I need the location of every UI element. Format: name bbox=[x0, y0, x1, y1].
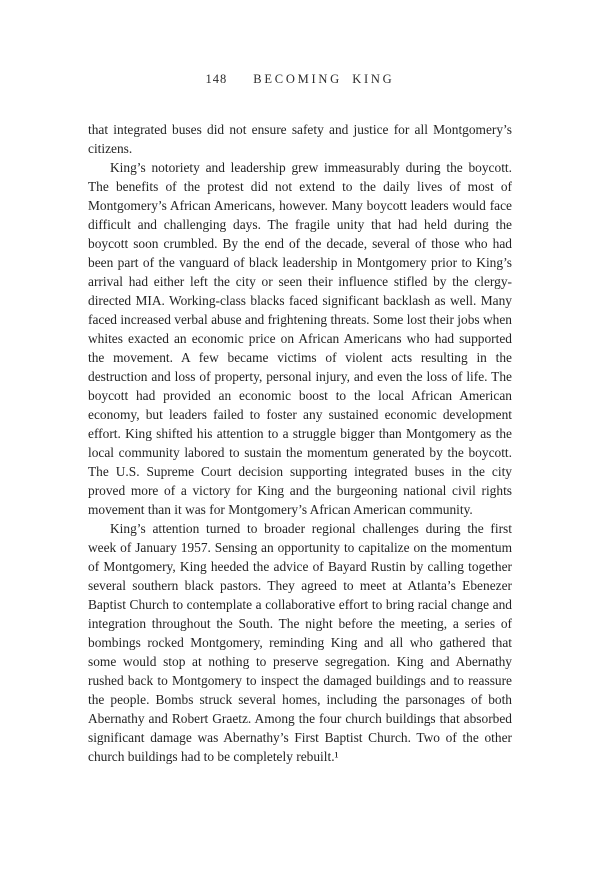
paragraph-boycott-aftermath: King’s notoriety and leadership grew immeasurably during the boycott. The benefits of the protest did not extend to the daily lives of most of Montgomery’s African Americans, however. Many boycott leaders would face difficult and challenging days. The fragile unity that had held during the boycott soon crumbled. By the end of the decade, several of those who had been part of the vanguard of black leadership in Montgomery prior to King’s arrival had either left the city or seen their influence stifled by the clergy-directed MIA. Working-class blacks faced significant backlash as well. Many faced increased verbal abuse and frightening threats. Some lost their jobs when whites exacted an economic price on African Americans who had supported the movement. A few became victims of violent acts resulting in the destruction and loss of property, personal injury, and even the loss of life. The boycott had provided an economic boost to the local African American economy, but leaders failed to foster any sustained economic development effort. King shifted his attention to a struggle bigger than Montgomery as the local community labored to sustain the momentum generated by the boycott. The U.S. Supreme Court decision supporting integrated buses in the city proved more of a victory for King and the burgeoning national civil rights movement than it was for Montgomery’s African American community. bbox=[88, 160, 512, 517]
paragraph-regional-challenges: King’s attention turned to broader regional challenges during the first week of January 1957. Sensing an opportunity to capitalize on the momentum of Montgomery, King heeded the advice of Bayard Rustin by calling together several southern black pastors. They agreed to meet at Atlanta’s Ebenezer Baptist Church to contemplate a collaborative effort to bring racial change and integration throughout the South. The night before the meeting, a series of bombings rocked Montgomery, reminding King and all who gathered that some would stop at nothing to preserve segregation. King and Abernathy rushed back to Montgomery to inspect the damaged buildings and to reassure the people. Bombs struck several homes, including the parsonages of both Abernathy and Robert Graetz. Among the four church buildings that absorbed significant damage was Abernathy’s First Baptist Church. Two of the other church buildings had to be completely rebuilt.¹ bbox=[88, 521, 512, 764]
paragraph-continuation: that integrated buses did not ensure safety and justice for all Montgomery’s citizens. bbox=[88, 122, 512, 156]
running-head-title: BECOMING KING bbox=[253, 72, 395, 86]
page-number: 148 bbox=[205, 72, 228, 86]
page-body bbox=[88, 120, 512, 766]
running-head bbox=[88, 72, 512, 87]
